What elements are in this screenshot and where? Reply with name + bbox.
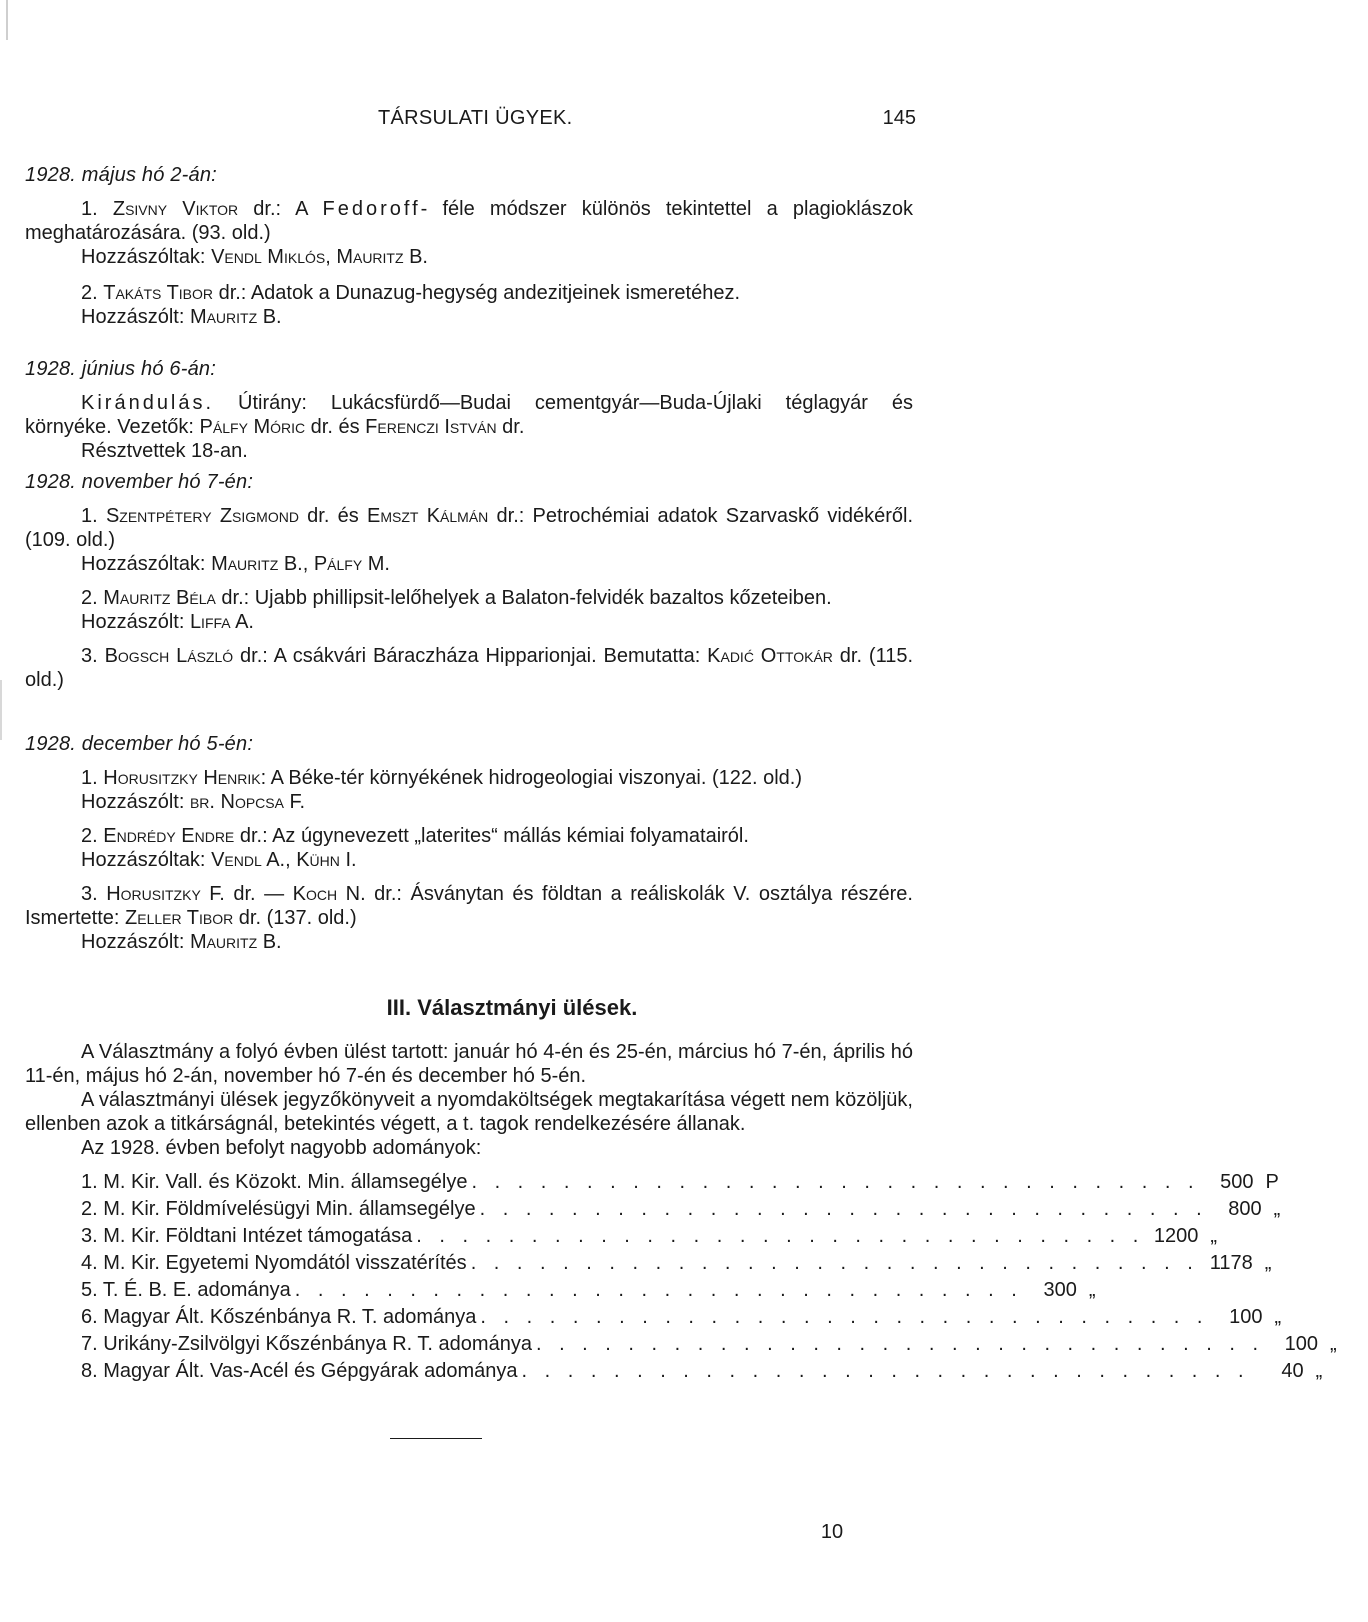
paragraph: A választmányi ülések jegyzőkönyveit a nyomdaköltségek megtakarítása végett nem közöljük, ellenben azok a titkárságnál, betekintés végett, a t. tagok rendelkezésére állanak. <box>25 1089 913 1135</box>
author-name: Zsivny Viktor <box>112 198 239 220</box>
running-head: TÁRSULATI ÜGYEK. <box>378 107 573 129</box>
meeting-date: 1928. május hó 2-án: <box>25 164 217 186</box>
donation-unit: „ <box>1210 1225 1218 1247</box>
section-title: Választmányi ülések. <box>417 995 638 1020</box>
list-item <box>81 1224 1218 1251</box>
donation-unit: „ <box>1274 1306 1282 1328</box>
signature-mark: 10 <box>820 1521 844 1543</box>
donation-label: 7. Urikány-Zsilvölgyi Kőszénbánya R. T. adománya <box>81 1333 532 1355</box>
paragraph: A Választmány a folyó évben ülést tartott: január hó 4-én és 25-én, március hó 7-én, április hó 11-én, május hó 2-án, november hó 7-én és december hó 5-én. <box>25 1041 913 1087</box>
page-header <box>0 106 1024 130</box>
author-name: Bogsch László <box>104 645 234 667</box>
donation-amount: 1178 <box>1209 1252 1253 1274</box>
donation-label: 4. M. Kir. Egyetemi Nyomdától visszatérítés <box>81 1252 467 1274</box>
donation-label: 1. M. Kir. Vall. és Közokt. Min. államsegélye <box>81 1171 468 1193</box>
excursion-item: Kirándulás. Útirány: Lukácsfürdő—Budai cementgyár—Buda-Újlaki téglagyár és környéke. Vezetők: Pálfy Móric dr. és Ferenczi István dr. <box>25 392 913 438</box>
list-item <box>81 1359 1323 1386</box>
author-name: Horusitzky Henrik <box>103 767 261 789</box>
meeting-may <box>25 163 913 329</box>
list-item <box>81 1305 1282 1332</box>
list-item <box>81 1278 1096 1305</box>
donation-amount: 500 <box>1220 1171 1254 1193</box>
attendance-note: Résztvettek 18-an. <box>81 440 248 462</box>
list-item <box>81 1197 1281 1224</box>
donation-amount: 100 <box>1284 1333 1319 1355</box>
donation-label: 2. M. Kir. Földmívelésügyi Min. államsegélye <box>81 1198 476 1220</box>
donation-label: 3. M. Kir. Földtani Intézet támogatása <box>81 1225 413 1247</box>
meeting-november <box>25 470 913 692</box>
meeting-date: 1928. december hó 5-én: <box>25 733 254 755</box>
dot-leader: . . . . . . . . . . . . . . . . . . . . . . . . . . . . . . . . <box>416 1225 1145 1247</box>
end-rule <box>390 1438 482 1439</box>
donation-amount: 100 <box>1229 1306 1263 1328</box>
list-item <box>81 1170 1279 1197</box>
donation-amount: 800 <box>1228 1198 1262 1220</box>
lecture-item: 2. Mauritz Béla dr.: Ujabb phillipsit-lelőhelyek a Balaton-felvidék bazaltos kőzeteiben. <box>81 587 832 609</box>
section-heading <box>0 994 1024 1022</box>
page-number: 145 <box>882 107 916 129</box>
donations-list <box>81 1170 1337 1386</box>
lecture-item: 3. Bogsch László dr.: A csákvári Báraczháza Hipparionjai. Bemutatta: Kadić Ottokár dr. (115. old.) <box>25 645 914 691</box>
section-body <box>25 1040 913 1160</box>
author-name: Horusitzky F. <box>106 883 225 905</box>
donation-label: 6. Magyar Ált. Kőszénbánya R. T. adománya <box>81 1306 477 1328</box>
donation-amount: 1200 <box>1153 1225 1199 1247</box>
donation-label: 8. Magyar Ált. Vas-Acél és Gépgyárak adománya <box>81 1360 518 1382</box>
donation-label: 5. T. É. B. E. adománya <box>81 1279 291 1301</box>
discussants-line: Hozzászólt: Mauritz B. <box>81 931 282 953</box>
meeting-june <box>25 357 913 463</box>
scan-edge-mark <box>6 0 8 40</box>
dot-leader: . . . . . . . . . . . . . . . . . . . . . . . . . . . . . . . . <box>471 1171 1200 1193</box>
meeting-december <box>25 732 913 954</box>
scan-edge-mark <box>0 680 2 740</box>
author-name: Emszt Kálmán <box>367 505 489 527</box>
lecture-item: 1. Horusitzky Henrik: A Béke-tér környékének hidrogeologiai viszonyai. (122. old.) <box>81 767 803 789</box>
donation-unit: P <box>1265 1171 1279 1193</box>
author-name: Endrédy Endre <box>103 825 235 847</box>
section-number: III. <box>386 995 412 1020</box>
dot-leader: . . . . . . . . . . . . . . . . . . . . . . . . . . . . . . . . <box>521 1360 1250 1382</box>
discussants-line: Hozzászólt: Mauritz B. <box>81 306 282 328</box>
lecture-item: 2. Endrédy Endre dr.: Az úgynevezett „laterites“ mállás kémiai folyamatairól. <box>81 825 749 847</box>
author-name: Szentpétery Zsigmond <box>105 505 299 527</box>
donation-unit: „ <box>1273 1198 1281 1220</box>
lecture-item: 2. Takáts Tibor dr.: Adatok a Dunazug-hegység andezitjeinek ismeretéhez. <box>81 282 741 304</box>
donation-unit: „ <box>1088 1279 1096 1301</box>
paragraph: Az 1928. évben befolyt nagyobb adományok: <box>81 1137 482 1159</box>
donation-amount: 40 <box>1281 1360 1304 1382</box>
lecture-item: 1. Szentpétery Zsigmond dr. és Emszt Kálmán dr.: Petrochémiai adatok Szarvaskő vidékéről. (109. old.) <box>25 505 913 551</box>
donation-amount: 300 <box>1043 1279 1077 1301</box>
meeting-date: 1928. november hó 7-én: <box>25 471 254 493</box>
author-name: Mauritz Béla <box>103 587 216 609</box>
author-name: Zeller Tibor <box>125 907 234 929</box>
discussants-line: Hozzászóltak: Vendl Miklós, Mauritz B. <box>81 246 428 268</box>
list-item <box>81 1332 1337 1359</box>
lecture-item: 1. Zsivny Viktor dr.: A Fedoroff- féle módszer különös tekintettel a plagioklászok meghatározására. (93. old.) <box>25 198 913 244</box>
discussants-line: Hozzászólt: br. Nopcsa F. <box>81 791 306 813</box>
author-name: Koch N. <box>292 883 366 905</box>
author-name: Kadić Ottokár <box>707 645 833 667</box>
discussants-line: Hozzászóltak: Mauritz B., Pálfy M. <box>81 553 390 575</box>
dot-leader: . . . . . . . . . . . . . . . . . . . . . . . . . . . . . . . . <box>294 1279 1023 1301</box>
discussants-line: Hozzászóltak: Vendl A., Kühn I. <box>81 849 357 871</box>
list-item <box>81 1251 1272 1278</box>
dot-leader: . . . . . . . . . . . . . . . . . . . . . . . . . . . . . . . . <box>480 1306 1209 1328</box>
meeting-date: 1928. június hó 6-án: <box>25 358 217 380</box>
author-name: Takáts Tibor <box>103 282 214 304</box>
lecture-item: 3. Horusitzky F. dr. — Koch N. dr.: Ásványtan és földtan a reáliskolák V. osztálya részére. Ismertette: Zeller Tibor dr. (137. old.) <box>25 883 913 929</box>
dot-leader: . . . . . . . . . . . . . . . . . . . . . . . . . . . . . . . . <box>470 1252 1199 1274</box>
donation-unit: „ <box>1264 1252 1272 1274</box>
dot-leader: . . . . . . . . . . . . . . . . . . . . . . . . . . . . . . . . <box>535 1333 1265 1355</box>
donation-unit: „ <box>1330 1333 1337 1355</box>
dot-leader: . . . . . . . . . . . . . . . . . . . . . . . . . . . . . . . . <box>479 1198 1208 1220</box>
discussants-line: Hozzászólt: Liffa A. <box>81 611 254 633</box>
donation-unit: „ <box>1315 1360 1323 1382</box>
